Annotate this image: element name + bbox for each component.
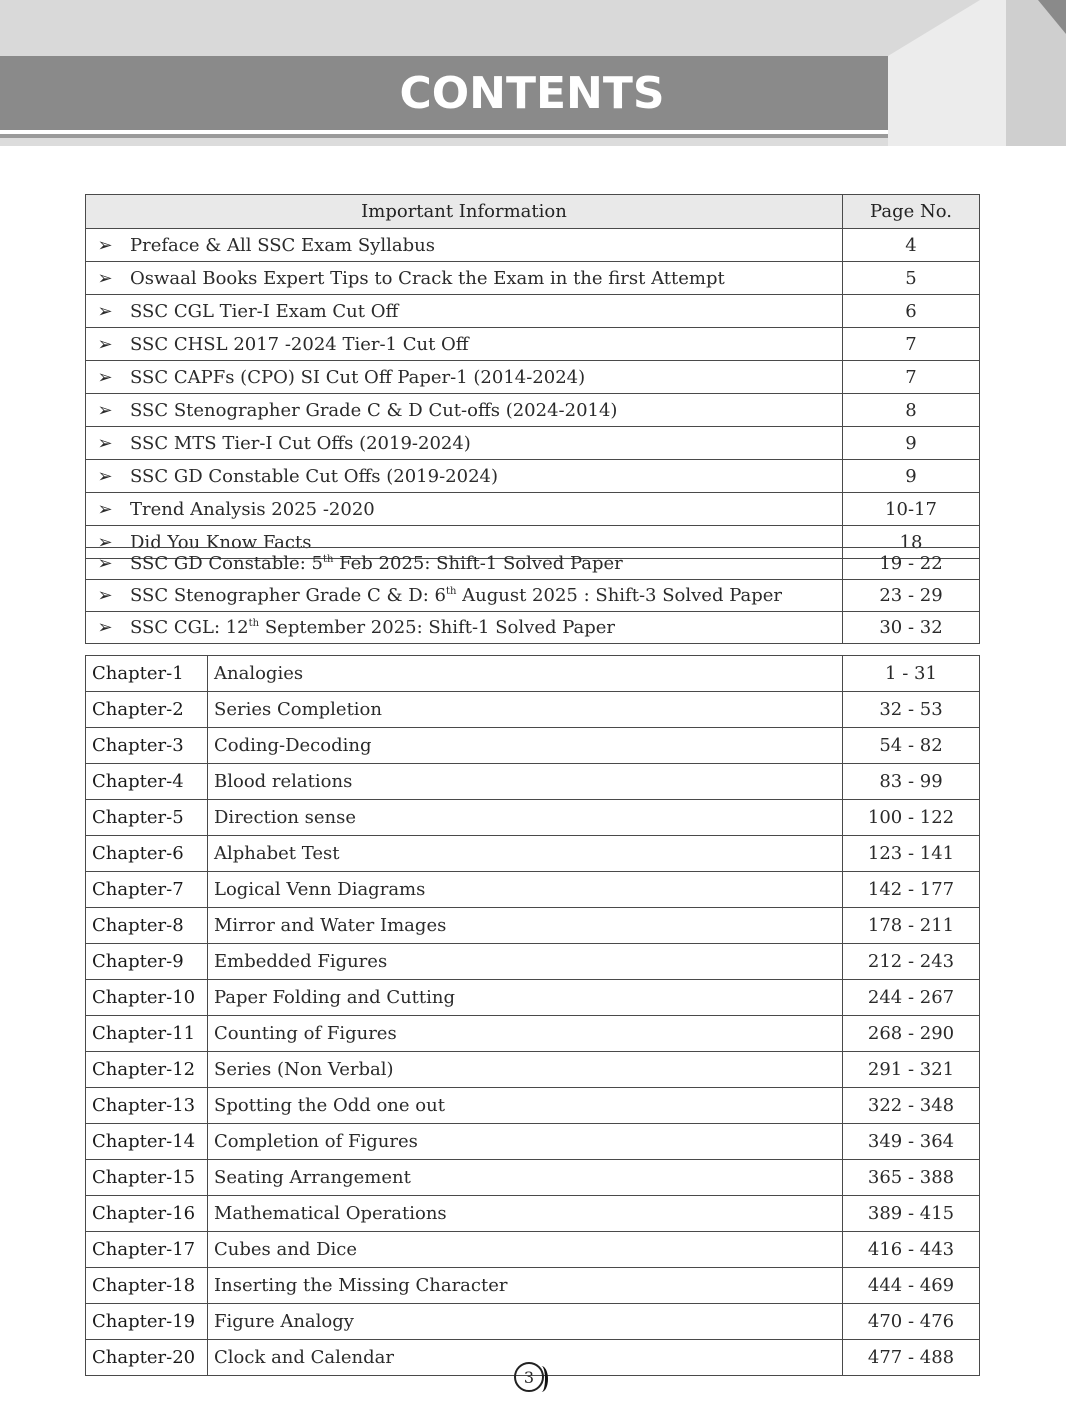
- important-info-table: [85, 194, 980, 559]
- ordinal-suffix: th: [248, 618, 260, 629]
- chapter-pages: 322 - 348: [843, 1088, 980, 1124]
- chapter-title: Analogies: [208, 656, 843, 692]
- arrow-bullet-icon: ➢: [86, 548, 125, 580]
- chapter-title: Embedded Figures: [208, 944, 843, 980]
- chapter-number: Chapter-18: [86, 1268, 208, 1304]
- arrow-bullet-icon: ➢: [86, 328, 125, 361]
- info-item-page: 6: [843, 295, 980, 328]
- table-row: [86, 692, 980, 728]
- chapter-pages: 349 - 364: [843, 1124, 980, 1160]
- chapter-title: Seating Arrangement: [208, 1160, 843, 1196]
- solved-papers-table: [85, 547, 980, 644]
- arrow-bullet-icon: ➢: [86, 361, 125, 394]
- chapter-number: Chapter-17: [86, 1232, 208, 1268]
- info-item-label: Oswaal Books Expert Tips to Crack the Exam in the first Attempt: [124, 262, 843, 295]
- chapter-number: Chapter-15: [86, 1160, 208, 1196]
- table-row: [86, 394, 980, 427]
- info-item-page: 18: [843, 526, 980, 559]
- chapter-pages: 100 - 122: [843, 800, 980, 836]
- chapter-title: Mathematical Operations: [208, 1196, 843, 1232]
- table-row: [86, 1268, 980, 1304]
- table-row: [86, 800, 980, 836]
- chapter-number: Chapter-1: [86, 656, 208, 692]
- page-no-heading: Page No.: [843, 195, 980, 229]
- chapter-title: Series Completion: [208, 692, 843, 728]
- table-row: [86, 493, 980, 526]
- arrow-bullet-icon: ➢: [86, 612, 125, 644]
- chapter-pages: 268 - 290: [843, 1016, 980, 1052]
- chapter-number: Chapter-12: [86, 1052, 208, 1088]
- chapter-title: Completion of Figures: [208, 1124, 843, 1160]
- table-row: [86, 262, 980, 295]
- table-row: [86, 1088, 980, 1124]
- chapter-pages: 142 - 177: [843, 872, 980, 908]
- chapter-number: Chapter-14: [86, 1124, 208, 1160]
- table-row: [86, 1160, 980, 1196]
- table-row: [86, 1124, 980, 1160]
- chapter-number: Chapter-6: [86, 836, 208, 872]
- chapter-number: Chapter-3: [86, 728, 208, 764]
- chapter-number: Chapter-9: [86, 944, 208, 980]
- arrow-bullet-icon: ➢: [86, 229, 125, 262]
- important-info-heading: Important Information: [86, 195, 843, 229]
- table-row: [86, 1196, 980, 1232]
- info-item-label: Trend Analysis 2025 -2020: [124, 493, 843, 526]
- chapter-pages: 178 - 211: [843, 908, 980, 944]
- solved-paper-label-end: September 2025: Shift-1 Solved Paper: [259, 617, 616, 638]
- chapter-title: Direction sense: [208, 800, 843, 836]
- chapter-title: Clock and Calendar: [208, 1340, 843, 1376]
- table-row: [86, 1304, 980, 1340]
- solved-paper-label: [124, 612, 843, 644]
- table-row: [86, 872, 980, 908]
- chapter-number: Chapter-4: [86, 764, 208, 800]
- info-item-page: 4: [843, 229, 980, 262]
- table-row: [86, 656, 980, 692]
- arrow-bullet-icon: ➢: [86, 460, 125, 493]
- chapter-pages: 365 - 388: [843, 1160, 980, 1196]
- chapter-number: Chapter-5: [86, 800, 208, 836]
- arrow-bullet-icon: ➢: [86, 394, 125, 427]
- solved-paper-label: [124, 548, 843, 580]
- chapter-pages: 444 - 469: [843, 1268, 980, 1304]
- chapter-number: Chapter-10: [86, 980, 208, 1016]
- chapter-title: Paper Folding and Cutting: [208, 980, 843, 1016]
- page-number: 3: [514, 1362, 544, 1392]
- info-item-label: SSC CGL Tier-I Exam Cut Off: [124, 295, 843, 328]
- chapter-title: Alphabet Test: [208, 836, 843, 872]
- info-item-page: 8: [843, 394, 980, 427]
- table-row: [86, 1232, 980, 1268]
- solved-paper-pages: 30 - 32: [843, 612, 980, 644]
- table-row: [86, 728, 980, 764]
- chapter-title: Figure Analogy: [208, 1304, 843, 1340]
- chapter-number: Chapter-11: [86, 1016, 208, 1052]
- info-item-page: 7: [843, 328, 980, 361]
- chapter-title: Blood relations: [208, 764, 843, 800]
- arrow-bullet-icon: ➢: [86, 526, 125, 559]
- chapters-table: [85, 655, 980, 1376]
- chapter-pages: 416 - 443: [843, 1232, 980, 1268]
- info-item-page: 5: [843, 262, 980, 295]
- arrow-bullet-icon: ➢: [86, 262, 125, 295]
- chapter-pages: 212 - 243: [843, 944, 980, 980]
- table-row: [86, 427, 980, 460]
- chapter-title: Mirror and Water Images: [208, 908, 843, 944]
- table-row: [86, 764, 980, 800]
- table-row: [86, 580, 980, 612]
- solved-paper-label-start: SSC CGL: 12: [130, 617, 249, 638]
- chapter-number: Chapter-13: [86, 1088, 208, 1124]
- ordinal-suffix: th: [445, 586, 457, 597]
- table-row: [86, 908, 980, 944]
- table-header-row: [86, 195, 980, 229]
- table-row: [86, 980, 980, 1016]
- header-band: [0, 56, 888, 130]
- solved-paper-label-end: August 2025 : Shift-3 Solved Paper: [456, 585, 783, 606]
- chapter-pages: 1 - 31: [843, 656, 980, 692]
- chapter-number: Chapter-2: [86, 692, 208, 728]
- table-row: [86, 361, 980, 394]
- chapter-pages: 291 - 321: [843, 1052, 980, 1088]
- chapter-number: Chapter-19: [86, 1304, 208, 1340]
- table-row: [86, 1016, 980, 1052]
- solved-paper-label: [124, 580, 843, 612]
- info-item-label: Did You Know Facts: [124, 526, 843, 559]
- solved-paper-pages: 23 - 29: [843, 580, 980, 612]
- chapter-title: Cubes and Dice: [208, 1232, 843, 1268]
- info-item-label: SSC CAPFs (CPO) SI Cut Off Paper-1 (2014-2024): [124, 361, 843, 394]
- chapter-number: Chapter-20: [86, 1340, 208, 1376]
- arrow-bullet-icon: ➢: [86, 427, 125, 460]
- chapter-title: Series (Non Verbal): [208, 1052, 843, 1088]
- info-item-label: SSC MTS Tier-I Cut Offs (2019-2024): [124, 427, 843, 460]
- info-item-page: 10-17: [843, 493, 980, 526]
- info-item-page: 9: [843, 427, 980, 460]
- chapter-pages: 32 - 53: [843, 692, 980, 728]
- table-row: [86, 944, 980, 980]
- table-row: [86, 295, 980, 328]
- table-row: [86, 328, 980, 361]
- solved-paper-label-start: SSC Stenographer Grade C & D: 6: [130, 585, 446, 606]
- arrow-bullet-icon: ➢: [86, 580, 125, 612]
- chapter-pages: 389 - 415: [843, 1196, 980, 1232]
- chapter-pages: 83 - 99: [843, 764, 980, 800]
- solved-paper-label-start: SSC GD Constable: 5: [130, 553, 323, 574]
- chapter-title: Counting of Figures: [208, 1016, 843, 1052]
- info-item-page: 7: [843, 361, 980, 394]
- solved-paper-pages: 19 - 22: [843, 548, 980, 580]
- chapter-pages: 244 - 267: [843, 980, 980, 1016]
- chapter-number: Chapter-16: [86, 1196, 208, 1232]
- table-row: [86, 1052, 980, 1088]
- table-row: [86, 836, 980, 872]
- arrow-bullet-icon: ➢: [86, 295, 125, 328]
- chapter-title: Coding-Decoding: [208, 728, 843, 764]
- table-row: [86, 612, 980, 644]
- chapter-title: Spotting the Odd one out: [208, 1088, 843, 1124]
- chapter-number: Chapter-7: [86, 872, 208, 908]
- table-row: [86, 460, 980, 493]
- info-item-label: SSC GD Constable Cut Offs (2019-2024): [124, 460, 843, 493]
- chapter-pages: 477 - 488: [843, 1340, 980, 1376]
- page-title: CONTENTS: [399, 67, 665, 119]
- chapter-number: Chapter-8: [86, 908, 208, 944]
- info-item-label: SSC Stenographer Grade C & D Cut-offs (2024-2014): [124, 394, 843, 427]
- info-item-label: Preface & All SSC Exam Syllabus: [124, 229, 843, 262]
- info-item-label: SSC CHSL 2017 -2024 Tier-1 Cut Off: [124, 328, 843, 361]
- table-row: [86, 229, 980, 262]
- chapter-pages: 470 - 476: [843, 1304, 980, 1340]
- chapter-title: Inserting the Missing Character: [208, 1268, 843, 1304]
- chapter-title: Logical Venn Diagrams: [208, 872, 843, 908]
- corner-tab-decoration: [888, 0, 1066, 146]
- ordinal-suffix: th: [322, 554, 334, 565]
- solved-paper-label-end: Feb 2025: Shift-1 Solved Paper: [333, 553, 623, 574]
- chapter-pages: 54 - 82: [843, 728, 980, 764]
- info-item-page: 9: [843, 460, 980, 493]
- chapter-pages: 123 - 141: [843, 836, 980, 872]
- arrow-bullet-icon: ➢: [86, 493, 125, 526]
- table-row: [86, 548, 980, 580]
